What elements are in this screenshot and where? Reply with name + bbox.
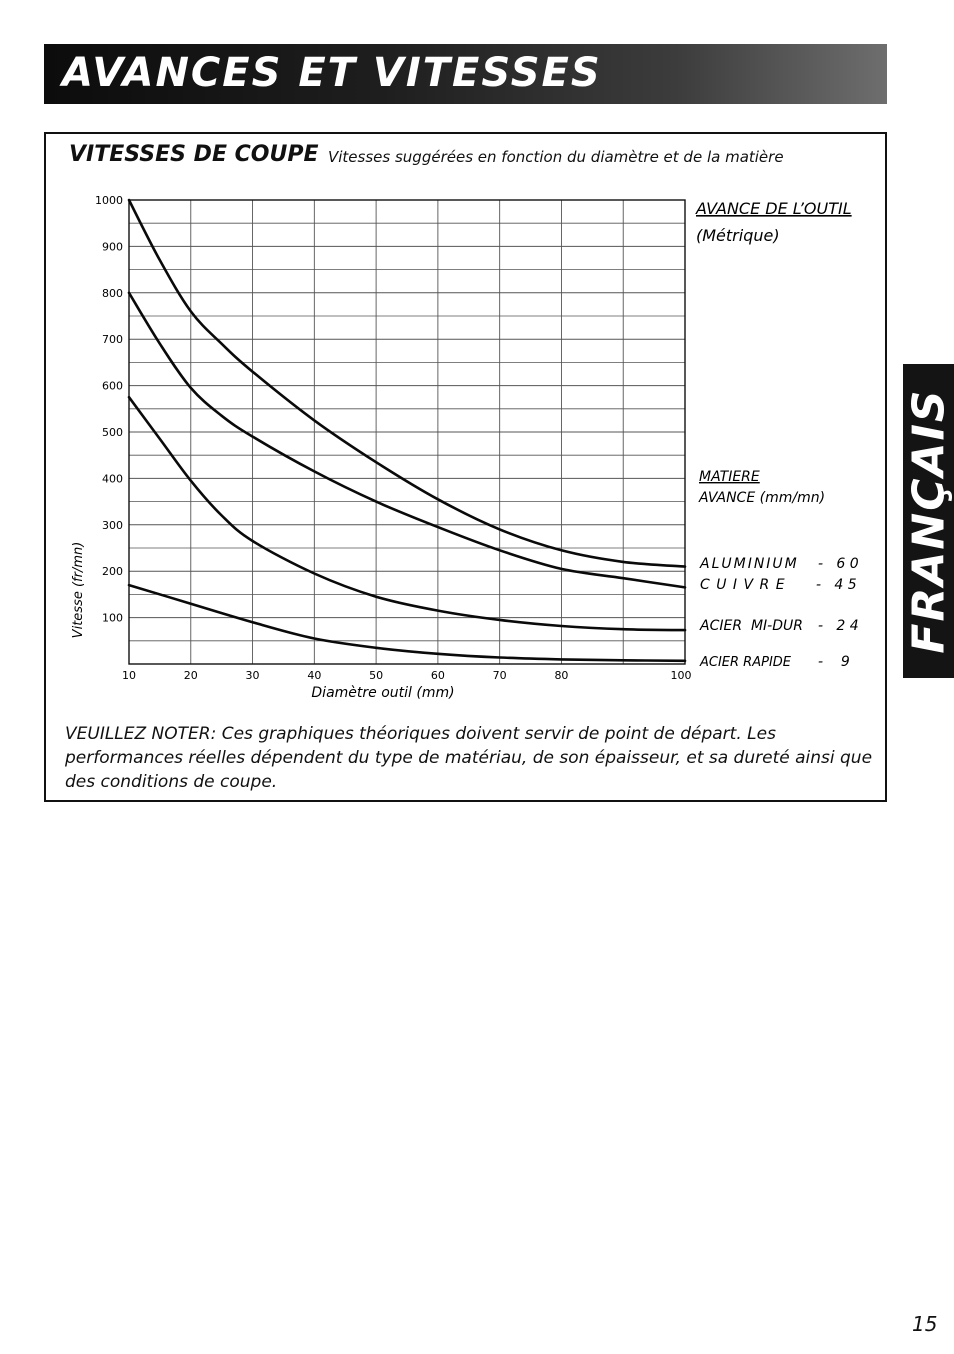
x-tick-label: 50	[369, 669, 384, 682]
x-tick-label: 80	[554, 669, 569, 682]
x-tick-label: 100	[670, 669, 692, 682]
legend-col-heading1: MATIERE	[699, 469, 760, 485]
y-tick-label: 700	[102, 333, 123, 347]
page-number: 15	[912, 1312, 938, 1336]
legend-heading-line1: AVANCE DE L’OUTIL	[696, 199, 852, 218]
y-axis-label: Vitesse (fr/mn)	[71, 541, 86, 639]
y-tick-label: 1000	[95, 194, 123, 207]
y-tick-label: 900	[102, 240, 123, 254]
language-label: FRANÇAIS	[903, 388, 954, 654]
chart-tick-labels	[95, 194, 692, 682]
chart-grid	[129, 200, 685, 664]
legend-item-name: ACIER MI-DUR	[700, 618, 803, 634]
legend-col-heading2: AVANCE (mm/mn)	[699, 490, 826, 506]
chart-series-group	[129, 200, 685, 661]
legend-item-value: - 6 0	[818, 556, 859, 572]
x-axis-label: Diamètre outil (mm)	[311, 685, 455, 701]
legend-item-name: ALUMINIUM	[700, 556, 799, 572]
x-tick-label: 40	[307, 669, 322, 682]
y-tick-label: 600	[102, 379, 123, 393]
series-line-2	[129, 293, 685, 588]
legend-item-value: - 2 4	[818, 618, 859, 634]
y-tick-label: 800	[102, 286, 123, 300]
legend-item-value: - 9	[818, 654, 850, 670]
y-tick-label: 500	[102, 426, 123, 439]
legend-heading-line2: (Métrique)	[696, 226, 780, 245]
y-tick-label: 300	[102, 518, 123, 532]
legend-item-value: - 4 5	[816, 577, 857, 593]
series-line-1	[129, 200, 685, 567]
page-title: AVANCES ET VITESSES	[62, 50, 602, 96]
x-tick-label: 60	[430, 669, 445, 682]
x-tick-label: 70	[492, 669, 507, 682]
x-tick-label: 30	[245, 669, 260, 682]
section-title: VITESSES DE COUPE	[69, 142, 319, 167]
disclaimer-note: VEUILLEZ NOTER: Ces graphiques théoriques doivent servir de point de départ. Les performances réelles dépendent du type de matériau, de son épaisseur, et sa dureté ainsi que des conditions de coupe.	[65, 724, 873, 792]
language-tab	[903, 364, 954, 678]
legend-item-name: ACIER RAPIDE	[700, 655, 792, 670]
y-tick-label: 100	[102, 611, 123, 625]
section-subtitle: Vitesses suggérées en fonction du diamètre et de la matière	[328, 148, 784, 166]
x-tick-label: 10	[122, 669, 136, 682]
y-tick-label: 400	[102, 472, 123, 486]
y-tick-label: 200	[102, 565, 123, 579]
x-tick-label: 20	[183, 669, 198, 682]
series-line-4	[129, 585, 685, 661]
legend-item-name: C U I V R E	[700, 577, 786, 593]
